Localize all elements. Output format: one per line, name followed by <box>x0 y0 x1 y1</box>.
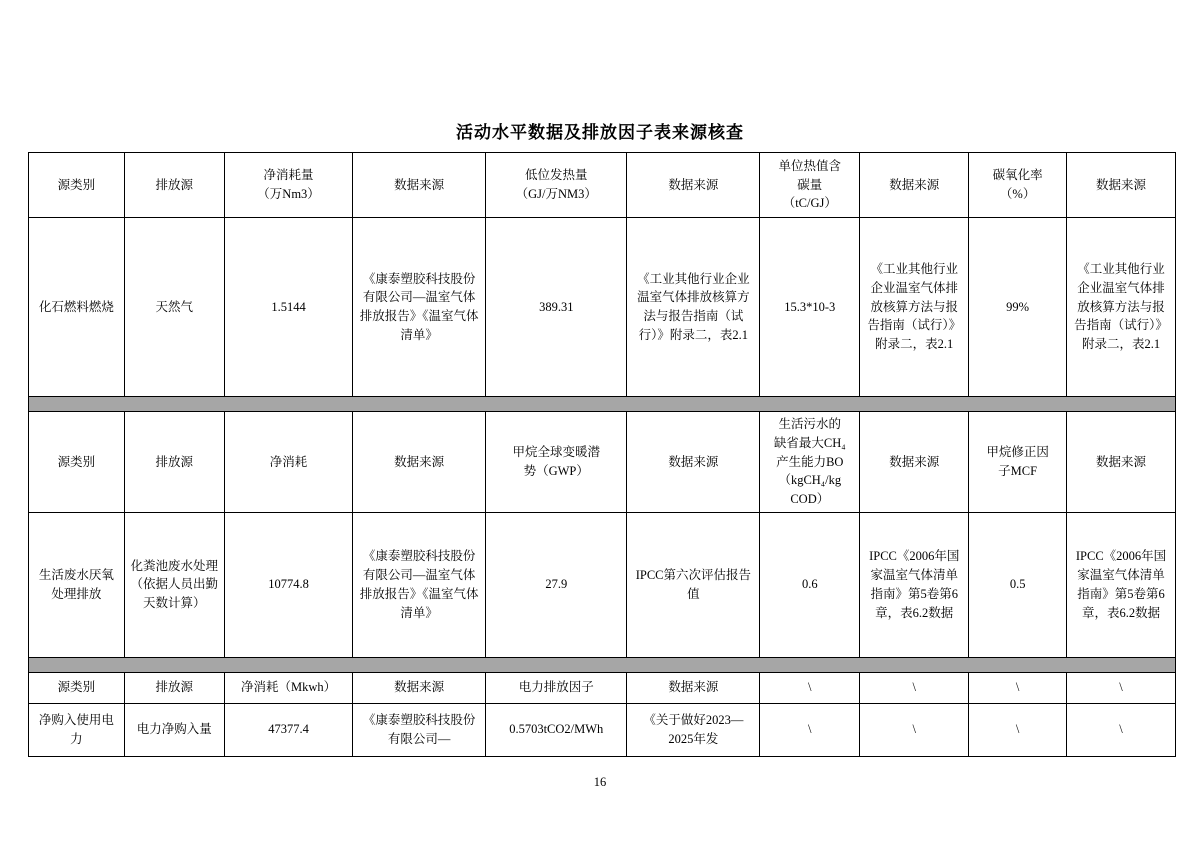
header3-blank-4: \ <box>1067 672 1176 703</box>
cell-heat-value: 389.31 <box>486 218 627 397</box>
table-header-row-2 <box>29 412 1176 513</box>
page-title: 活动水平数据及排放因子表来源核查 <box>456 123 744 142</box>
header2-data-source-1: 数据来源 <box>353 412 486 513</box>
header-emission-source: 排放源 <box>124 153 224 218</box>
header2-bo: 生活污水的 缺省最大CH₄ 产生能力BO （kgCH₄/kg COD） <box>760 412 860 513</box>
header-data-source-3: 数据来源 <box>860 153 969 218</box>
header3-electricity-factor: 电力排放因子 <box>486 672 627 703</box>
cell-consumption: 1.5144 <box>224 218 352 397</box>
cell3-blank-3: \ <box>969 703 1067 756</box>
cell3-data-source-2: 《关于做好2023—2025年发 <box>627 703 760 756</box>
cell2-data-source-3: IPCC《2006年国家温室气体清单指南》第5卷第6章，表6.2数据 <box>860 512 969 657</box>
header3-source-type: 源类别 <box>29 672 125 703</box>
header3-blank-2: \ <box>860 672 969 703</box>
header-data-source-4: 数据来源 <box>1067 153 1176 218</box>
section-divider <box>29 657 1176 672</box>
table-row <box>29 512 1176 657</box>
cell-data-source-1: 《康泰塑胶科技股份有限公司—温室气体排放报告》《温室气体清单》 <box>353 218 486 397</box>
cell3-consumption: 47377.4 <box>224 703 352 756</box>
cell-oxidation-rate: 99% <box>969 218 1067 397</box>
cell3-blank-4: \ <box>1067 703 1176 756</box>
header-data-source-2: 数据来源 <box>627 153 760 218</box>
header-carbon-content: 单位热值含 碳量 （tC/GJ） <box>760 153 860 218</box>
cell-carbon-content: 15.3*10-3 <box>760 218 860 397</box>
header3-blank-1: \ <box>760 672 860 703</box>
header2-data-source-2: 数据来源 <box>627 412 760 513</box>
table-row <box>29 218 1176 397</box>
cell2-source-type: 生活废水厌氧处理排放 <box>29 512 125 657</box>
cell3-blank-2: \ <box>860 703 969 756</box>
cell3-emission-source: 电力净购入量 <box>124 703 224 756</box>
cell2-bo: 0.6 <box>760 512 860 657</box>
header-source-type: 源类别 <box>29 153 125 218</box>
cell2-data-source-4: IPCC《2006年国家温室气体清单指南》第5卷第6章，表6.2数据 <box>1067 512 1176 657</box>
cell-data-source-3: 《工业其他行业企业温室气体排放核算方法与报告指南（试行）》附录二，表2.1 <box>860 218 969 397</box>
table-header-row-3 <box>29 672 1176 703</box>
header2-emission-source: 排放源 <box>124 412 224 513</box>
header2-consumption: 净消耗 <box>224 412 352 513</box>
page-number: 16 <box>593 775 607 789</box>
header-heat-value: 低位发热量 （GJ/万NM3） <box>486 153 627 218</box>
cell-data-source-2: 《工业其他行业企业温室气体排放核算方法与报告指南（试行）》附录二，表2.1 <box>627 218 760 397</box>
table-row <box>29 703 1176 756</box>
cell-emission-source: 天然气 <box>124 218 224 397</box>
header3-blank-3: \ <box>969 672 1067 703</box>
header3-emission-source: 排放源 <box>124 672 224 703</box>
cell2-data-source-1: 《康泰塑胶科技股份有限公司—温室气体排放报告》《温室气体清单》 <box>353 512 486 657</box>
cell3-blank-1: \ <box>760 703 860 756</box>
cell2-data-source-2: IPCC第六次评估报告值 <box>627 512 760 657</box>
header-consumption: 净消耗量 （万Nm3） <box>224 153 352 218</box>
section-divider <box>29 397 1176 412</box>
header-data-source-1: 数据来源 <box>353 153 486 218</box>
activity-data-table <box>28 152 1176 757</box>
cell2-emission-source: 化粪池废水处理（依据人员出勤天数计算） <box>124 512 224 657</box>
header-oxidation-rate: 碳氧化率 （%） <box>969 153 1067 218</box>
header3-data-source-1: 数据来源 <box>353 672 486 703</box>
header2-gwp: 甲烷全球变暖潜 势（GWP） <box>486 412 627 513</box>
cell-source-type: 化石燃料燃烧 <box>29 218 125 397</box>
header2-mcf: 甲烷修正因 子MCF <box>969 412 1067 513</box>
cell3-source-type: 净购入使用电力 <box>29 703 125 756</box>
cell3-data-source-1: 《康泰塑胶科技股份有限公司— <box>353 703 486 756</box>
header2-data-source-4: 数据来源 <box>1067 412 1176 513</box>
header3-data-source-2: 数据来源 <box>627 672 760 703</box>
cell2-consumption: 10774.8 <box>224 512 352 657</box>
table-header-row-1 <box>29 153 1176 218</box>
header2-data-source-3: 数据来源 <box>860 412 969 513</box>
header2-source-type: 源类别 <box>29 412 125 513</box>
cell-data-source-4: 《工业其他行业企业温室气体排放核算方法与报告指南（试行）》附录二，表2.1 <box>1067 218 1176 397</box>
cell3-electricity-factor: 0.5703tCO2/MWh <box>486 703 627 756</box>
header3-consumption: 净消耗（Mkwh） <box>224 672 352 703</box>
cell2-mcf: 0.5 <box>969 512 1067 657</box>
cell2-gwp: 27.9 <box>486 512 627 657</box>
